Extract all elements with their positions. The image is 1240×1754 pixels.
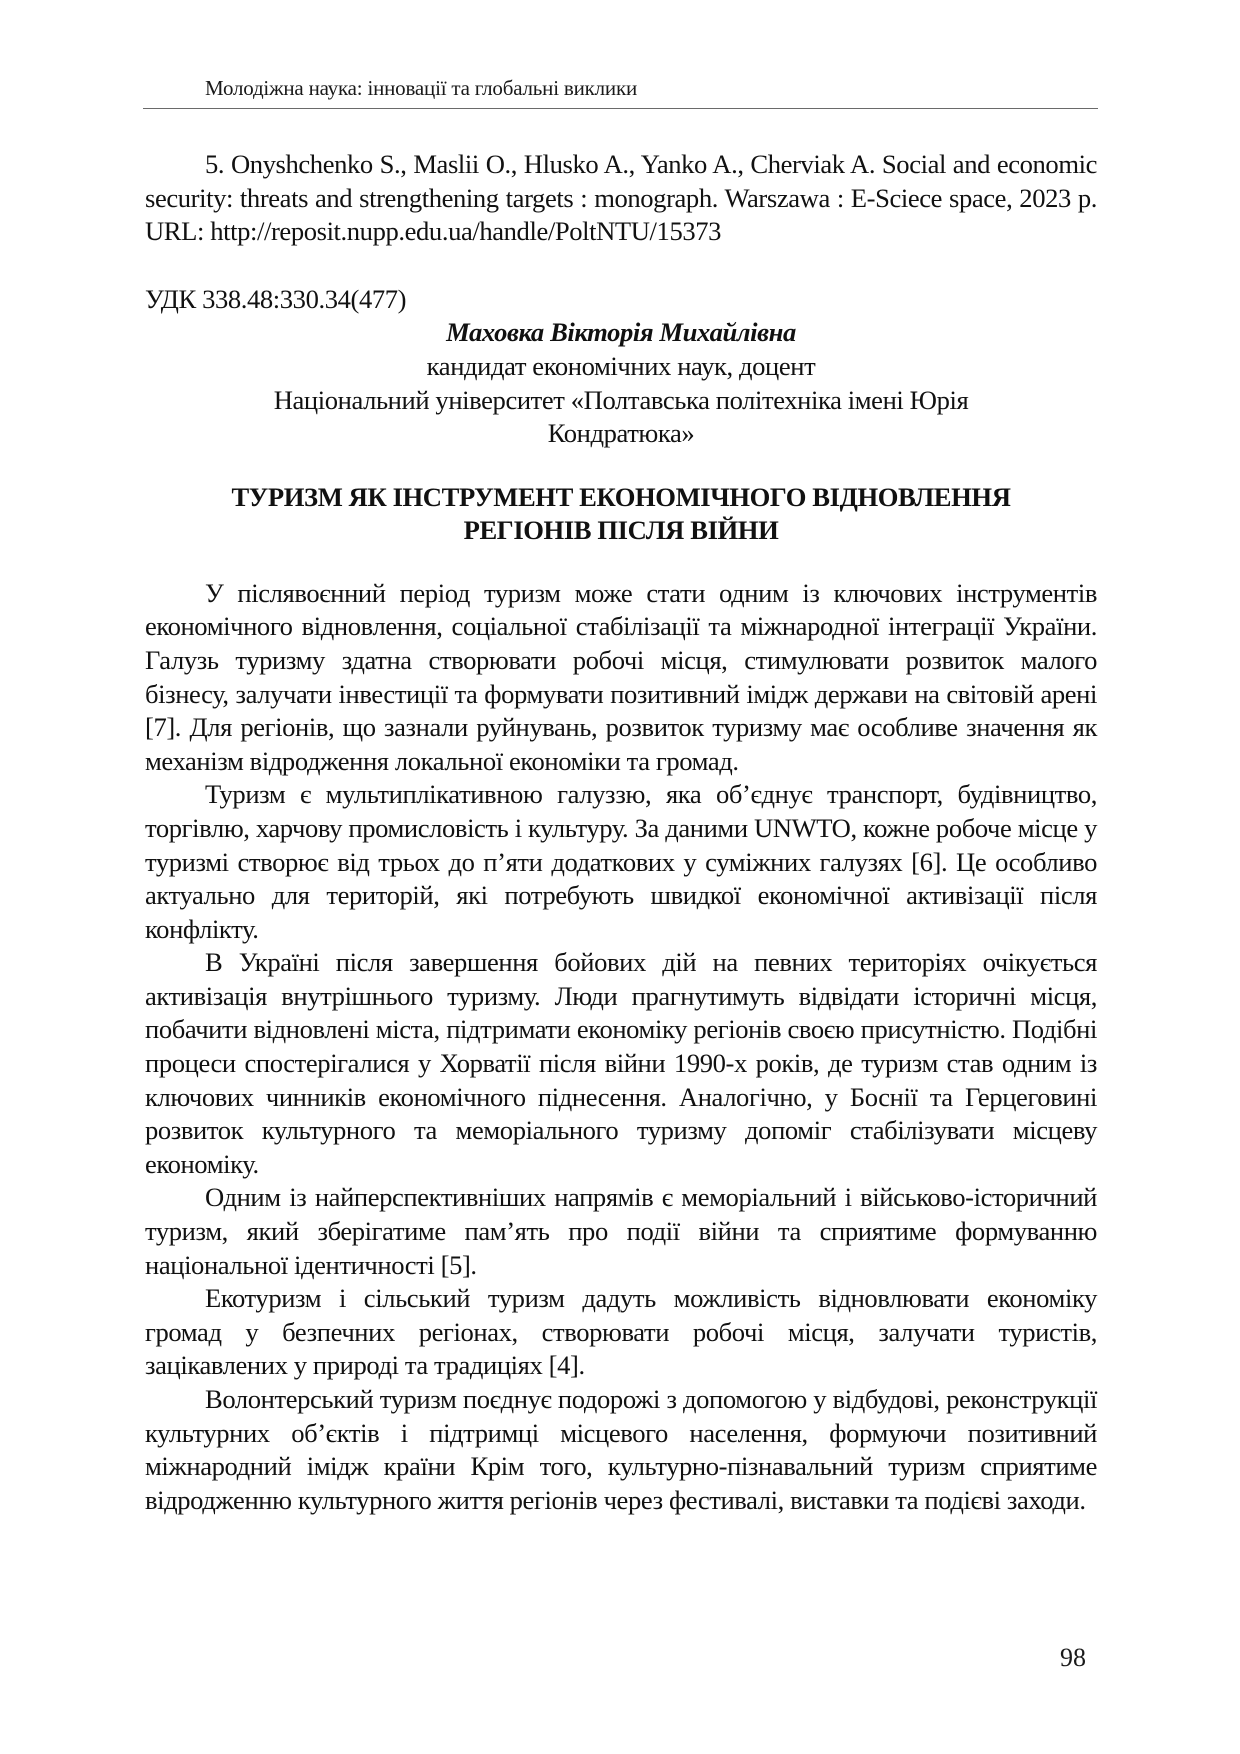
body-paragraph: У післявоєнний період туризм може стати одним із ключових інструментів економічного відновлення, соціальної стабілізації та міжнародної інтеграції України. Галузь туризму здатна створювати робочі місця, стимулювати розвиток малого бізнесу, залучати інвестиції та формувати позитивний імідж держави на світовій арені [7]. Для регіонів, що зазнали руйнувань, розвиток туризму має особливе значення як механізм відродження локальної економіки та громад. <box>145 577 1097 776</box>
running-header: Молодіжна наука: інновації та глобальні виклики <box>205 76 638 100</box>
page-content <box>145 148 1097 1517</box>
article-body <box>145 577 1097 1518</box>
article-title-line2: РЕГІОНІВ ПІСЛЯ ВІЙНИ <box>463 514 779 545</box>
author-block <box>145 316 1097 450</box>
udk-code: УДК 338.48:330.34(477) <box>145 283 407 314</box>
author-name: Маховка Вікторія Михайлівна <box>446 317 796 348</box>
author-affiliation-line2: Кондратюка» <box>547 418 695 449</box>
author-degree: кандидат економічних наук, доцент <box>426 350 816 381</box>
header-divider <box>143 108 1098 109</box>
body-paragraph: Туризм є мультиплікативною галуззю, яка об’єднує транспорт, будівництво, торгівлю, харчову промисловість і культуру. За даними UNWTO, кожне робоче місце у туризмі створює від трьох до п’яти додаткових у суміжних галузях [6]. Це особливо актуально для територій, які потребують швидкої економічної активізації після конфлікту. <box>145 779 1097 944</box>
body-paragraph: Одним із найперспективніших напрямів є меморіальний і військово-історичний туризм, який зберігатиме пам’ять про події війни та сприятиме формуванню національної ідентичності [5]. <box>145 1182 1097 1280</box>
page-number: 98 <box>1060 1643 1086 1672</box>
article-title-line1: ТУРИЗМ ЯК ІНСТРУМЕНТ ЕКОНОМІЧНОГО ВІДНОВЛЕННЯ <box>231 481 1011 512</box>
body-paragraph: Екотуризм і сільський туризм дадуть можливість відновлювати економіку громад у безпечних регіонах, створювати робочі місця, залучати туристів, зацікавлених у природі та традиціях [4]. <box>145 1283 1097 1381</box>
article-title <box>185 481 1057 547</box>
body-paragraph: Волонтерський туризм поєднує подорожі з допомогою у відбудові, реконструкції культурних об’єктів і підтримці місцевого населення, формуючи позитивний міжнародний імідж країни Крім того, культурно-пізнавальний туризм сприятиме відродженню культурного життя регіонів через фестивалі, виставки та подієві заходи. <box>145 1384 1097 1515</box>
author-affiliation-line1: Національний університет «Полтавська політехніка імені Юрія <box>273 384 969 415</box>
reference-item: 5. Onyshchenko S., Maslii O., Hlusko A., Yanko A., Cherviak A. Social and economic security: threats and strengthening targets : monograph. Warszawa : E-Sciece space, 2023 p. URL: http://reposit.nupp.edu.ua/handle/PoltNTU/15373 <box>145 149 1097 247</box>
body-paragraph: В Україні після завершення бойових дій на певних територіях очікується активізація внутрішнього туризму. Люди прагнутимуть відвідати історичні місця, побачити відновлені міста, підтримати економіку регіонів своєю присутністю. Подібні процеси спостерігалися у Хорватії після війни 1990-х років, де туризм став одним із ключових чинників економічного піднесення. Аналогічно, у Боснії та Герцеговині розвиток культурного та меморіального туризму допоміг стабілізувати місцеву економіку. <box>145 947 1097 1179</box>
